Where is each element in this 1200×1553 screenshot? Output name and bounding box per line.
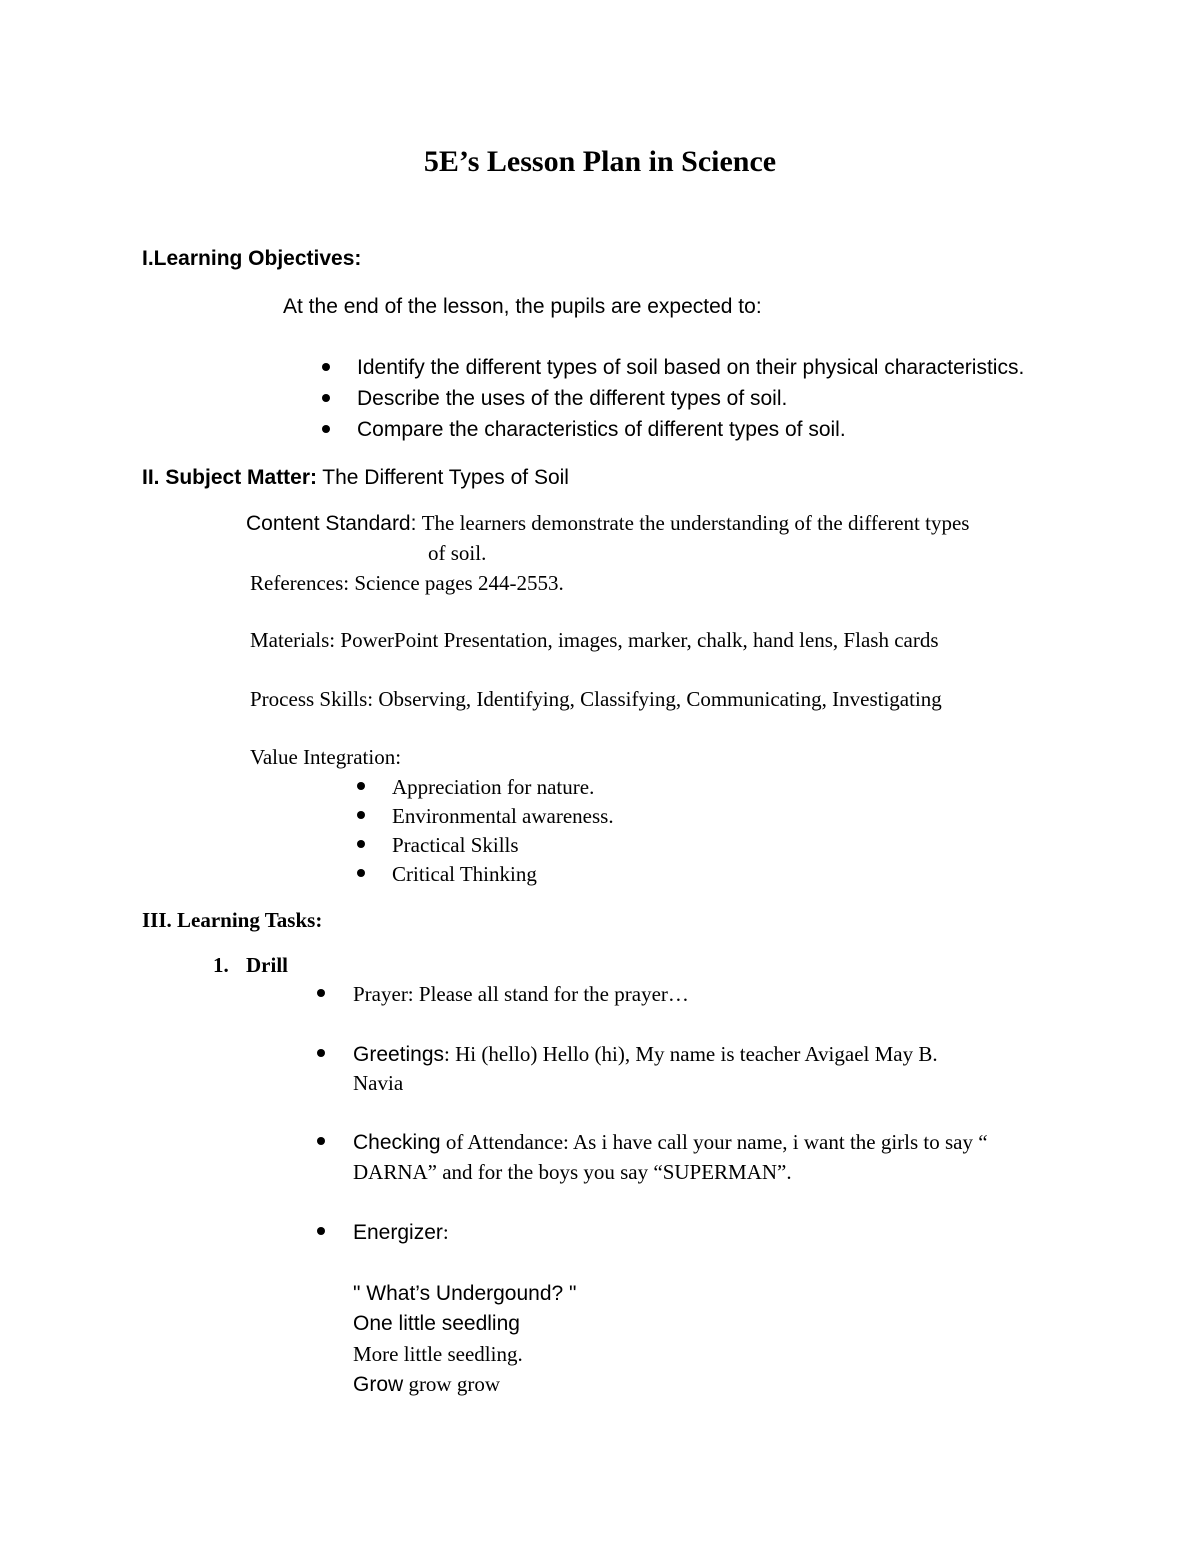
objective-item: Compare the characteristics of different types of soil.	[357, 418, 846, 441]
content-standard	[246, 510, 969, 537]
prayer-item: Prayer: Please all stand for the prayer…	[353, 982, 689, 1006]
section-3-heading: III. Learning Tasks:	[142, 908, 323, 932]
song-line: One little seedling	[353, 1312, 520, 1335]
bullet-icon	[317, 1049, 325, 1057]
bullet-icon	[357, 840, 365, 848]
document-title: 5E’s Lesson Plan in Science	[423, 145, 777, 178]
references: References: Science pages 244-2553.	[250, 571, 564, 595]
value-item: Critical Thinking	[392, 862, 537, 886]
value-item: Environmental awareness.	[392, 804, 614, 828]
bullet-icon	[317, 1137, 325, 1145]
greetings-label: Greetings	[353, 1043, 445, 1066]
value-item: Practical Skills	[392, 833, 519, 857]
checking-text: of Attendance: As i have call your name, i want the girls to say “	[440, 1130, 988, 1154]
attendance-item	[353, 1129, 988, 1156]
greetings-text: : Hi (hello) Hello (hi), My name is teacher Avigael May B.	[444, 1042, 938, 1066]
section-2-line	[142, 464, 569, 491]
checking-text-cont: DARNA” and for the boys you say “SUPERMAN”.	[353, 1160, 792, 1184]
objective-item: Describe the uses of the different types of soil.	[357, 387, 788, 410]
bullet-icon	[322, 425, 330, 433]
bullet-icon	[357, 811, 365, 819]
song-line-rest: grow grow	[403, 1372, 501, 1396]
bullet-icon	[322, 363, 330, 371]
content-standard-label: Content Standard:	[246, 512, 417, 535]
energizer-colon: :	[442, 1220, 449, 1244]
bullet-icon	[317, 989, 325, 997]
content-standard-text-cont: of soil.	[428, 541, 487, 565]
bullet-icon	[317, 1227, 325, 1235]
checking-label: Checking	[353, 1131, 441, 1154]
objectives-intro: At the end of the lesson, the pupils are expected to:	[283, 295, 762, 318]
value-item: Appreciation for nature.	[392, 775, 595, 799]
bullet-icon	[357, 782, 365, 790]
materials: Materials: PowerPoint Presentation, images, marker, chalk, hand lens, Flash cards	[250, 628, 939, 652]
content-standard-text: The learners demonstrate the understanding of the different types	[421, 511, 970, 535]
section-1-heading: I.Learning Objectives:	[142, 247, 362, 270]
objective-item: Identify the different types of soil based on their physical characteristics.	[357, 356, 1025, 379]
greetings-text-cont: Navia	[353, 1071, 404, 1095]
song-line	[353, 1371, 500, 1398]
section-2-heading: II. Subject Matter:	[142, 466, 318, 489]
bullet-icon	[322, 394, 330, 402]
song-line: More little seedling.	[353, 1342, 523, 1366]
energizer-item	[353, 1219, 449, 1246]
greetings-item	[353, 1041, 938, 1068]
song-line-start: Grow	[353, 1373, 404, 1396]
drill-number: 1.	[213, 953, 229, 977]
subject-topic: The Different Types of Soil	[322, 466, 569, 489]
process-skills: Process Skills: Observing, Identifying, Classifying, Communicating, Investigating	[250, 687, 942, 711]
value-integration-label: Value Integration:	[250, 745, 402, 769]
song-title: " What’s Undergound? "	[353, 1282, 577, 1305]
bullet-icon	[357, 869, 365, 877]
drill-heading: Drill	[246, 953, 288, 977]
energizer-label: Energizer	[353, 1221, 443, 1244]
